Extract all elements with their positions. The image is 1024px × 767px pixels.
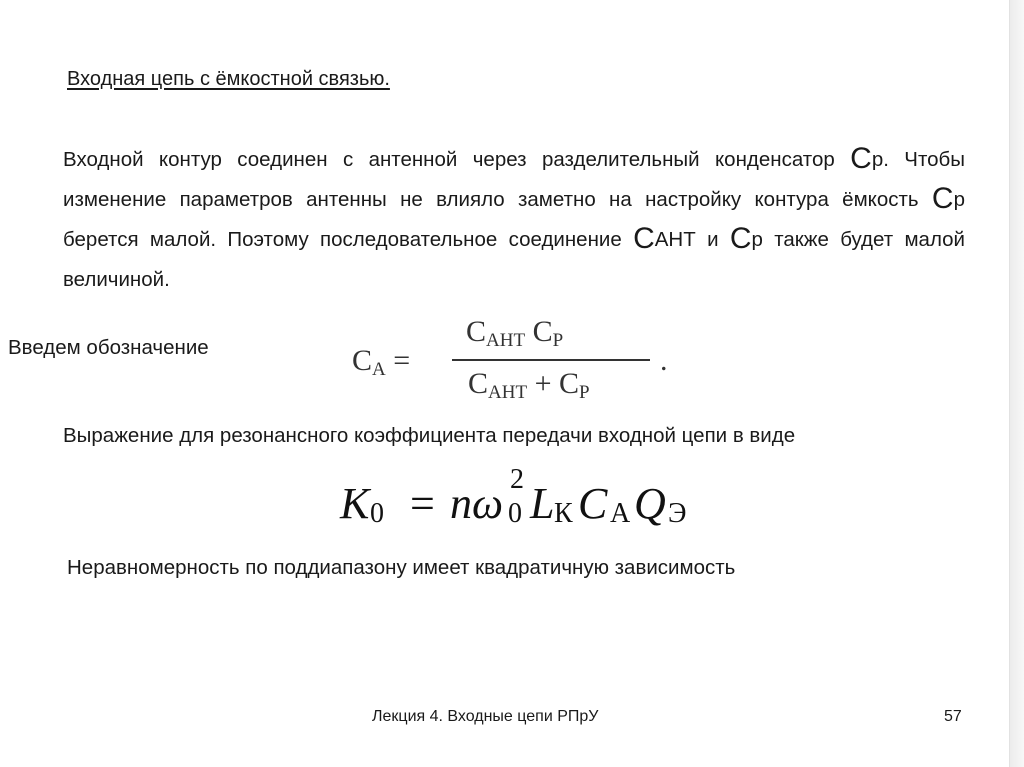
page-number: 57 bbox=[944, 708, 962, 725]
symbol-c-1: С bbox=[850, 142, 872, 175]
footer-lecture-title: Лекция 4. Входные цепи РПрУ bbox=[372, 708, 599, 725]
omega-superscript: 2 bbox=[510, 464, 524, 495]
notation-intro: Введем обозначение bbox=[8, 336, 209, 359]
ca-equals: = bbox=[393, 344, 411, 377]
symbol-c-4: С bbox=[729, 222, 752, 255]
num-c-p: C bbox=[532, 315, 553, 348]
den-sub-p: Р bbox=[579, 382, 590, 403]
para-text-2: р. Чтобы изменение параметров антенны не влияло заметно на настройку контура ёмкость bbox=[63, 148, 965, 211]
num-sub-p: Р bbox=[552, 330, 564, 351]
formula-ca bbox=[352, 314, 688, 410]
transfer-coefficient-text: Выражение для резонансного коэффициента передачи входной цепи в виде bbox=[63, 424, 796, 447]
fraction-bar bbox=[452, 359, 650, 361]
den-sub-ant: АНТ bbox=[488, 382, 528, 403]
l-symbol: L bbox=[530, 479, 555, 528]
nonuniformity-text: Неравномерность по поддиапазону имеет квадратичную зависимость bbox=[67, 556, 736, 579]
num-c-ant: C bbox=[466, 315, 487, 348]
n-omega: nω bbox=[450, 479, 504, 528]
c-subscript: А bbox=[610, 498, 631, 529]
body-paragraph bbox=[63, 140, 965, 300]
c-symbol: C bbox=[578, 479, 608, 528]
q-subscript: Э bbox=[668, 498, 687, 529]
ca-symbol: C bbox=[352, 344, 373, 377]
den-plus: + bbox=[534, 367, 552, 400]
l-subscript: К bbox=[554, 498, 573, 529]
para-text-5: р также будет малой величиной. bbox=[63, 228, 965, 291]
formula-ca-numerator bbox=[466, 315, 563, 349]
den-c-p: C bbox=[559, 367, 580, 400]
symbol-c-3: С bbox=[633, 222, 655, 255]
omega-subscript: 0 bbox=[508, 498, 522, 529]
k-subscript: 0 bbox=[370, 498, 384, 529]
slide-heading: Входная цепь с ёмкостной связью. bbox=[67, 68, 390, 90]
q-symbol: Q bbox=[634, 479, 666, 528]
window-edge bbox=[1009, 0, 1024, 767]
para-text-4: АНТ и bbox=[654, 228, 730, 251]
k-symbol: K bbox=[340, 479, 370, 528]
para-text-1: Входной контур соединен с антенной через разделительный конденсатор bbox=[63, 148, 851, 171]
formula-k0 bbox=[340, 464, 710, 540]
k0-equals: = bbox=[410, 479, 435, 528]
symbol-c-2: С bbox=[931, 182, 954, 215]
ca-subscript: А bbox=[372, 359, 386, 380]
formula-ca-denominator bbox=[468, 367, 590, 401]
formula-ca-dot: . bbox=[660, 344, 668, 377]
den-c-ant: C bbox=[468, 367, 489, 400]
formula-ca-lhs bbox=[352, 344, 410, 378]
para-text-3: р берется малой. Поэтому последовательное соединение bbox=[63, 188, 965, 251]
num-sub-ant: АНТ bbox=[486, 330, 526, 351]
